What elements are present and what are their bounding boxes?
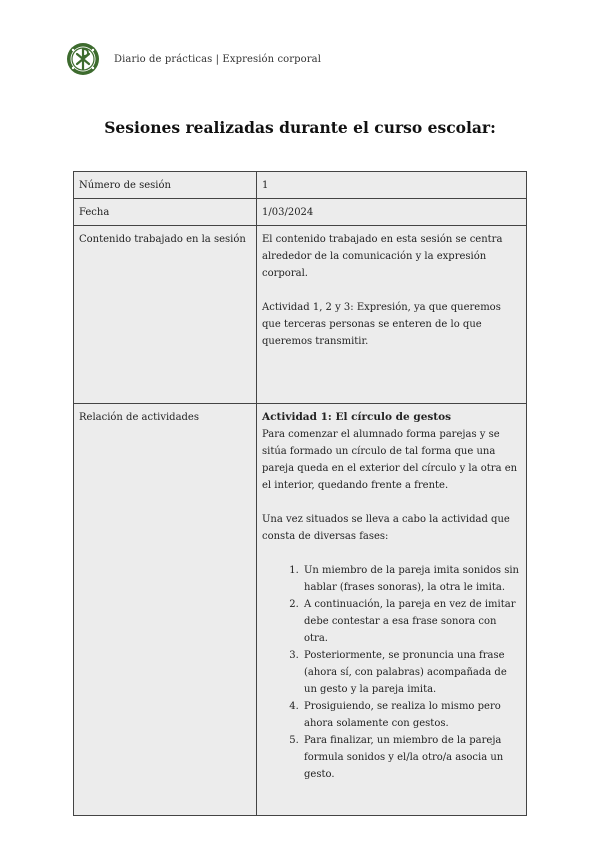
- activity-intro: Para comenzar el alumnado forma parejas y se sitúa formado un círculo de tal forma que una pareja queda en el exterior del círculo y la otra en el interior, quedando frente a frente.: [262, 429, 518, 491]
- table-row-activities: [74, 404, 527, 816]
- content-paragraph-2: Actividad 1, 2 y 3: Expresión, ya que queremos que terceras personas se enteren de lo que queremos transmitir.: [262, 302, 501, 347]
- session-number-value: 1: [257, 172, 527, 199]
- table-row-content: [74, 226, 527, 404]
- list-item: 5. Para finalizar, un miembro de la pareja formula sonidos y el/la otro/a asocia un gesto.: [302, 732, 521, 783]
- list-item: 4. Prosiguiendo, se realiza lo mismo pero ahora solamente con gestos.: [302, 698, 521, 732]
- phases-list: [262, 562, 521, 783]
- table-row-session-number: [74, 172, 527, 199]
- activities-cell: [257, 404, 527, 816]
- school-crest-icon: [66, 42, 100, 76]
- sessions-table: [73, 171, 527, 816]
- content-label: Contenido trabajado en la sesión: [74, 226, 257, 404]
- content-paragraph-1: El contenido trabajado en esta sesión se centra alrededor de la comunicación y la expresión corporal.: [262, 234, 503, 279]
- date-label: Fecha: [74, 199, 257, 226]
- list-item: 2. A continuación, la pareja en vez de imitar debe contestar a esa frase sonora con otra.: [302, 596, 521, 647]
- content-cell: [257, 226, 527, 404]
- phases-intro: Una vez situados se lleva a cabo la actividad que consta de diversas fases:: [262, 514, 510, 542]
- page-title: Sesiones realizadas durante el curso escolar:: [104, 118, 496, 137]
- list-item: 1. Un miembro de la pareja imita sonidos sin hablar (frases sonoras), la otra le imita.: [302, 562, 521, 596]
- header-text: Diario de prácticas | Expresión corporal: [114, 53, 322, 65]
- session-number-label: Número de sesión: [74, 172, 257, 199]
- activity-title: Actividad 1: El círculo de gestos: [262, 411, 452, 423]
- list-item: 3. Posteriormente, se pronuncia una frase (ahora sí, con palabras) acompañada de un gesto y la pareja imita.: [302, 647, 521, 698]
- date-value: 1/03/2024: [257, 199, 527, 226]
- table-row-date: [74, 199, 527, 226]
- activities-label: Relación de actividades: [74, 404, 257, 816]
- page-header: [66, 40, 321, 78]
